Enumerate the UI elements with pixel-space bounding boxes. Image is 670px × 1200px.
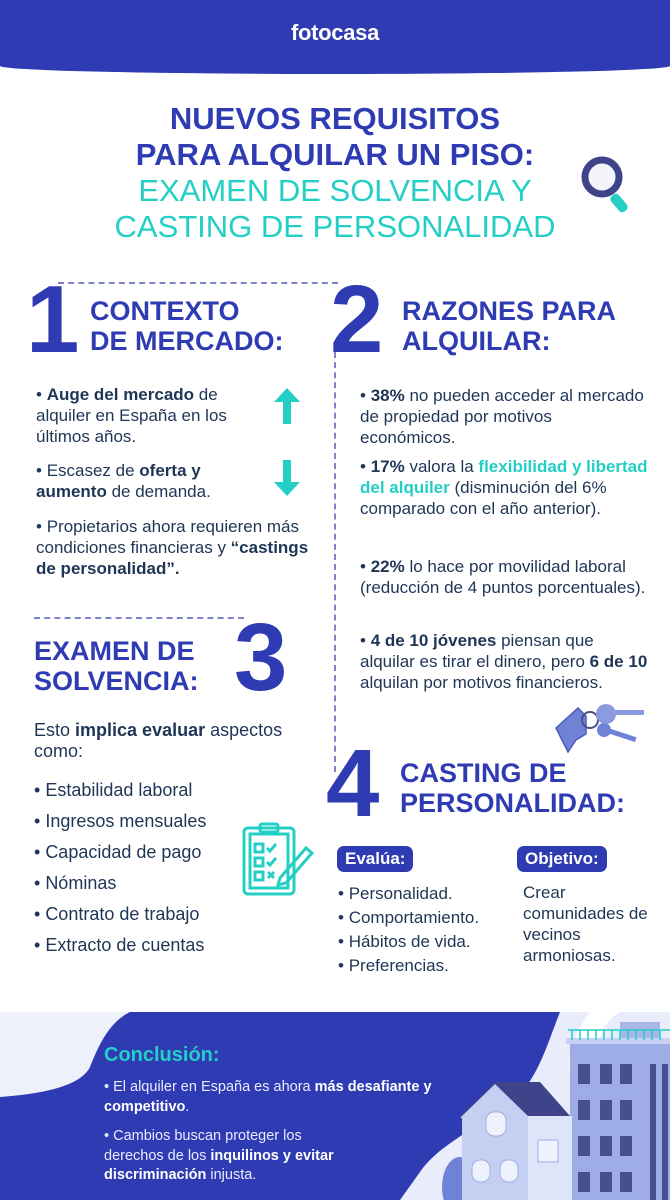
list-item: • Preferencias. [338,954,479,978]
buildings-illustration [440,1012,670,1200]
conclusion-text: . [185,1098,190,1115]
item-text: alquilan por motivos financieros. [360,673,603,692]
section-2-heading [402,296,616,356]
conclusion-title: Conclusión: [104,1044,220,1066]
section-2-heading-line2: ALQUILAR: [402,326,551,356]
list-item: • Personalidad. [338,882,479,906]
list-item: • Hábitos de vida. [338,930,479,954]
item-text: no pueden acceder al mercado de propiedad por motivos económicos. [360,386,644,447]
fotocasa-logo: fotocasa [290,20,380,45]
magnifier-icon [578,153,634,213]
section-1-heading-line2: DE MERCADO: [90,326,284,356]
evalua-list [338,882,479,978]
list-item: • Estabilidad laboral [34,775,206,806]
conclusion-text: injusta. [206,1167,257,1183]
conclusion-text: • Cambios buscan proteger los derechos de los [104,1128,302,1164]
conclusion-bold: más desafiante y competitivo [104,1079,432,1115]
section-1-heading-line1: CONTEXTO [90,296,240,326]
item-text: Escasez de [46,461,140,480]
item-bold: 6 de 10 [589,652,648,671]
intro-text: Esto [34,720,76,740]
section-2-item-2: • 17% valora la flexibilidad y libertad del alquiler (disminución del 6% comparado con el año anterior). [360,457,648,518]
divider-section3 [34,617,244,619]
conclusion-point-2 [104,1127,364,1186]
title-line-4: CASTING DE PERSONALIDAD [114,209,556,244]
item-bold: oferta y aumento [36,461,201,501]
conclusion-bold: inquilinos y evitar discriminación [104,1147,334,1183]
section-1-heading [90,296,284,356]
item-text: piensan que alquilar es tirar el dinero, pero [360,631,594,671]
item-text: Propietarios ahora requieren más condiciones financieras y [36,517,299,557]
arrow-up-icon [274,388,300,424]
item-bold: 4 de 10 jóvenes [370,631,497,650]
item-text: lo hace por movilidad laboral (reducción de 4 puntos porcentuales). [360,557,646,597]
section-2-number: 2 [330,266,384,373]
arrow-down-icon [274,460,300,496]
list-item: • Comportamiento. [338,906,479,930]
list-item: • Contrato de trabajo [34,899,206,930]
section-4-number: 4 [326,730,380,837]
item-bold: Auge del mercado [46,385,195,404]
section-3-list [34,775,206,961]
title-line-2: PARA ALQUILAR UN PISO: [135,137,535,172]
conclusion-text: • El alquiler en España es ahora [104,1079,315,1095]
item-bold: “castings de personalidad”. [36,538,309,578]
section-1-item-3: • Propietarios ahora requieren más condiciones financieras y “castings de personalidad”. [36,517,309,578]
section-1-item-2: • Escasez de oferta y aumento de demanda. [36,461,211,501]
clipboard-checklist-icon [240,822,316,898]
section-3-number: 3 [234,604,288,711]
section-3-heading-line1: EXAMEN DE [34,636,195,666]
section-4-heading [400,758,625,818]
title-line-1: NUEVOS REQUISITOS [169,101,501,136]
list-item: • Extracto de cuentas [34,930,206,961]
divider-center [334,352,336,772]
section-2-item-4: • 4 de 10 jóvenes piensan que alquilar es tirar el dinero, pero 6 de 10 alquilan por motivos financieros. [360,631,648,692]
title-line-3: EXAMEN DE SOLVENCIA Y [138,173,532,208]
header-bar [0,0,670,74]
section-2-item-1: • 38% no pueden acceder al mercado de propiedad por motivos económicos. [360,386,644,447]
section-4-heading-line2: PERSONALIDAD: [400,788,626,818]
section-4-heading-line1: CASTING DE [400,758,567,788]
intro-bold: implica evaluar [75,720,206,740]
section-2-item-3: • 22% lo hace por movilidad laboral (reducción de 4 puntos porcentuales). [360,557,646,597]
list-item: • Ingresos mensuales [34,806,206,837]
item-highlight: flexibilidad y libertad del alquiler [360,457,648,497]
divider-top [58,282,338,284]
item-text: de alquiler en España en los últimos años. [36,385,227,446]
section-3-heading [34,636,199,696]
section-3-heading-line2: SOLVENCIA: [34,666,199,696]
item-text: valora la [404,457,479,476]
section-1-item-1: • Auge del mercado de alquiler en España en los últimos años. [36,385,227,446]
list-item: • Nóminas [34,868,206,899]
evalua-badge: Evalúa: [337,846,413,872]
intro-text: aspectos como: [34,720,283,761]
item-bold: 17% [370,457,405,476]
section-3-intro [34,720,304,762]
list-item: • Capacidad de pago [34,837,206,868]
item-bold: 38% [370,386,405,405]
item-bold: 22% [370,557,405,576]
conclusion-point-1 [104,1078,434,1117]
page-title [0,101,670,245]
objetivo-text: Crear comunidades de vecinos armoniosas. [523,883,648,965]
section-1-number: 1 [26,266,80,373]
item-text: de demanda. [106,482,211,501]
item-text: (disminución del 6% comparado con el año anterior). [360,478,607,518]
house-keys-icon [552,700,648,758]
objetivo-badge: Objetivo: [517,846,607,872]
section-2-heading-line1: RAZONES PARA [402,296,617,326]
